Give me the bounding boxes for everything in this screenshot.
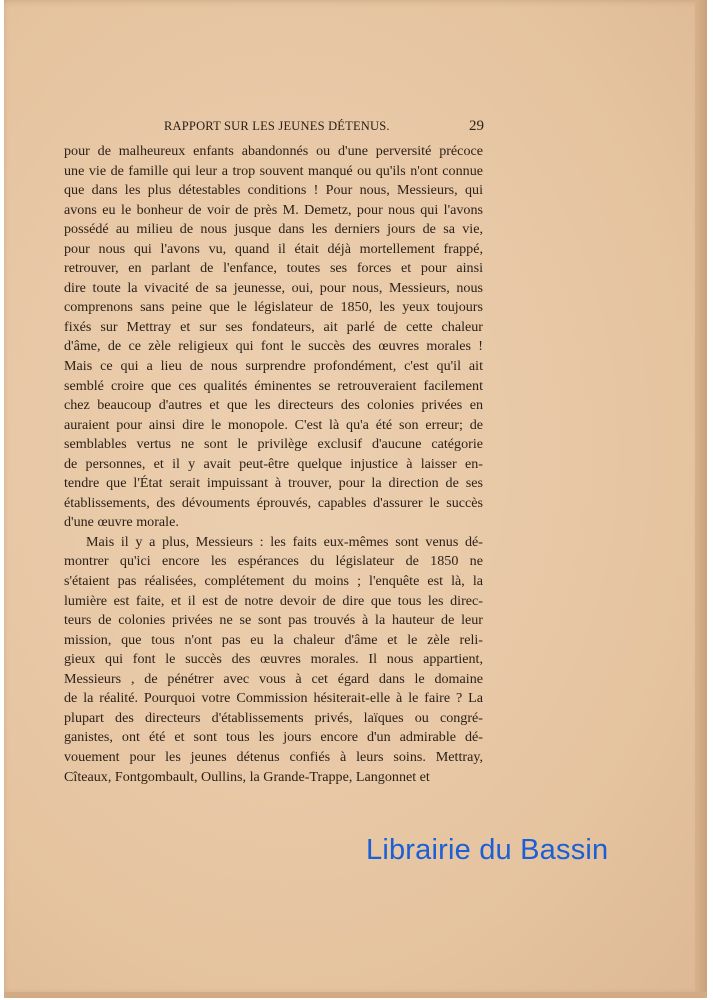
text-line: d'une œuvre morale. [64,514,179,531]
text-line: d'âme, de ce zèle religieux qui font le succès des œuvres morales ! [64,338,483,355]
text-line: Mais ce qui a lieu de nous surprendre profondément, c'est qu'il ait [64,358,483,375]
text-line: plupart des directeurs d'établissements privés, laïques ou congré- [64,709,483,726]
text-line: que dans les plus détestables conditions ! Pour nous, Messieurs, qui [64,182,483,199]
page-edge [695,0,707,998]
text-line: avons eu le bonheur de voir de près M. Demetz, pour nous qui l'avons [64,201,483,218]
text-line: pour de malheureux enfants abandonnés ou d'une perversité précoce [64,143,483,159]
body-text [64,142,483,787]
text-line: vouement pour les jeunes détenus confiés à leurs soins. Mettray, [64,748,483,765]
watermark-text: Librairie du Bassin [366,834,609,866]
text-line: mission, que tous n'ont pas eu la chaleur d'âme et le zèle reli- [64,631,483,648]
page-number: 29 [469,118,484,134]
text-line: dire toute la vivacité de sa jeunesse, oui, pour nous, Messieurs, nous [64,279,483,296]
text-line: établissements, des dévouments éprouvés, capables d'assurer le succès [64,494,483,511]
text-line: s'étaient pas réalisées, complétement du moins ; l'enquête est là, la [64,573,483,590]
text-line: possédé au milieu de nous jusque dans les derniers jours de sa vie, [64,221,483,238]
paragraphs [64,142,483,787]
text-line: gieux qui font le succès des œuvres morales. Il nous appartient, [64,651,483,668]
text-line: ganistes, ont été et sont tous les jours encore d'un admirable dé- [64,729,483,746]
page-bottom-edge [4,992,707,998]
text-line: pour nous qui l'avons vu, quand il était déjà mortellement frappé, [64,240,483,257]
text-line: teurs de colonies privées ne se sont pas trouvés à la hauteur de leur [64,612,483,629]
text-line: Cîteaux, Fontgombault, Oullins, la Grande-Trappe, Langonnet et [64,768,430,785]
text-line: comprenons sans peine que le législateur de 1850, les yeux toujours [64,299,483,316]
text-line: de la réalité. Pourquoi votre Commission hésiterait-elle à le faire ? La [64,690,483,707]
text-line: Messieurs , de pénétrer avec vous à cet égard dans le domaine [64,670,483,687]
text-line: montrer qu'ici encore les espérances du législateur de 1850 ne [64,553,483,570]
page-header [164,119,484,137]
text-line: tendre que l'État serait impuissant à trouver, pour la direction de ses [64,475,483,492]
text-line: de personnes, et il y avait peut-être quelque injustice à laisser en- [64,455,483,472]
text-line: fixés sur Mettray et sur ses fondateurs, ait parlé de cette chaleur [64,318,483,335]
text-line: lumière est faite, et il est de notre devoir de dire que tous les direc- [64,592,483,609]
text-line: semblables vertus ne sont le privilège exclusif d'aucune catégorie [64,436,483,453]
book-page [4,0,707,998]
text-line: semblé croire que ces qualités éminentes se retrouveraient facilement [64,377,483,394]
running-title: RAPPORT SUR LES JEUNES DÉTENUS. [164,119,390,133]
text-line: chez beaucoup d'autres et que les directeurs des colonies privées en [64,397,483,414]
text-line: Mais il y a plus, Messieurs : les faits eux-mêmes sont venus dé- [86,533,483,550]
text-line: une vie de famille qui leur a trop souvent manqué ou qu'ils n'ont connue [64,162,483,179]
text-line: retrouver, en parlant de l'enfance, toutes ses forces et pour ainsi [64,260,483,277]
text-line: auraient pour ainsi dire le monopole. C'est là qu'a été son erreur; de [64,416,483,433]
